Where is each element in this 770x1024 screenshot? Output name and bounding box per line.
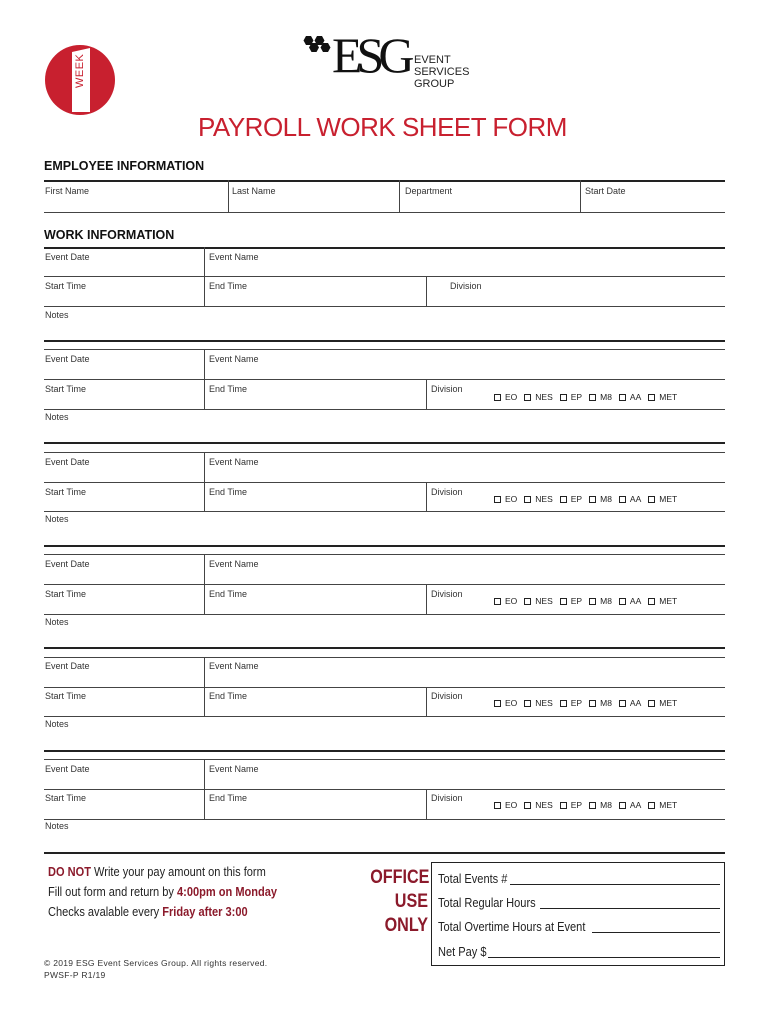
notes-field[interactable]: Notes bbox=[45, 719, 69, 729]
week-badge bbox=[44, 44, 116, 116]
checkbox-nes[interactable]: NES bbox=[524, 800, 552, 810]
checkbox-met[interactable]: MET bbox=[648, 698, 677, 708]
use-word: USE bbox=[394, 891, 428, 912]
checkbox-met[interactable]: MET bbox=[648, 494, 677, 504]
last-name-field[interactable]: Last Name bbox=[232, 186, 276, 196]
division-checkboxes bbox=[494, 392, 684, 402]
only-word: ONLY bbox=[384, 915, 428, 936]
overtime-hours-field[interactable]: Total Overtime Hours at Event bbox=[438, 919, 586, 934]
event-name-field[interactable]: Event Name bbox=[209, 252, 259, 262]
division-field[interactable]: Division bbox=[431, 487, 463, 497]
start-time-field[interactable]: Start Time bbox=[45, 281, 87, 291]
hex-cluster-icon bbox=[300, 34, 336, 54]
end-time-field[interactable]: End Time bbox=[209, 487, 248, 497]
division-field[interactable]: Division bbox=[431, 384, 463, 394]
checkbox-aa[interactable]: AA bbox=[619, 596, 641, 606]
checkbox-aa[interactable]: AA bbox=[619, 698, 641, 708]
event-name-field[interactable]: Event Name bbox=[209, 457, 259, 467]
checkbox-eo[interactable]: EO bbox=[494, 392, 517, 402]
checkbox-aa[interactable]: AA bbox=[619, 800, 641, 810]
division-field[interactable]: Division bbox=[431, 589, 463, 599]
event-name-field[interactable]: Event Name bbox=[209, 559, 259, 569]
division-field[interactable]: Division bbox=[431, 793, 463, 803]
week-badge-word: WEEK bbox=[74, 53, 86, 88]
end-time-field[interactable]: End Time bbox=[209, 793, 248, 803]
notes-field[interactable]: Notes bbox=[45, 821, 69, 831]
checkbox-ep[interactable]: EP bbox=[560, 494, 582, 504]
event-name-field[interactable]: Event Name bbox=[209, 354, 259, 364]
division-checkboxes bbox=[494, 494, 684, 504]
start-time-field[interactable]: Start Time bbox=[45, 589, 87, 599]
checkbox-met[interactable]: MET bbox=[648, 596, 677, 606]
event-date-field[interactable]: Event Date bbox=[45, 661, 90, 671]
checkbox-m8[interactable]: M8 bbox=[589, 494, 612, 504]
checkbox-nes[interactable]: NES bbox=[524, 392, 552, 402]
logo-line-3: GROUP bbox=[414, 78, 455, 90]
page-title: PAYROLL WORK SHEET FORM bbox=[198, 112, 567, 142]
event-date-field[interactable]: Event Date bbox=[45, 252, 90, 262]
checkbox-ep[interactable]: EP bbox=[560, 392, 582, 402]
net-pay-field[interactable]: Net Pay $ bbox=[438, 944, 487, 959]
checkbox-eo[interactable]: EO bbox=[494, 698, 517, 708]
first-name-field[interactable]: First Name bbox=[45, 186, 90, 196]
checkbox-nes[interactable]: NES bbox=[524, 494, 552, 504]
regular-hours-field[interactable]: Total Regular Hours bbox=[438, 895, 536, 910]
checkbox-m8[interactable]: M8 bbox=[589, 698, 612, 708]
event-name-field[interactable]: Event Name bbox=[209, 764, 259, 774]
logo-mark: ESG bbox=[332, 27, 409, 83]
checkbox-ep[interactable]: EP bbox=[560, 800, 582, 810]
checkbox-eo[interactable]: EO bbox=[494, 596, 517, 606]
checkbox-met[interactable]: MET bbox=[648, 392, 677, 402]
department-field[interactable]: Department bbox=[405, 186, 453, 196]
instruction-line-2 bbox=[48, 884, 277, 899]
division-checkboxes bbox=[494, 596, 684, 606]
event-date-field[interactable]: Event Date bbox=[45, 457, 90, 467]
division-field[interactable]: Division bbox=[431, 691, 463, 701]
office-word: OFFICE bbox=[370, 867, 430, 888]
checkbox-eo[interactable]: EO bbox=[494, 800, 517, 810]
do-not-text: DO NOT bbox=[48, 864, 91, 879]
checkbox-nes[interactable]: NES bbox=[524, 596, 552, 606]
office-use-label bbox=[360, 866, 428, 938]
instruction-2-text: Fill out form and return by bbox=[48, 884, 174, 899]
instruction-line-1 bbox=[48, 864, 266, 879]
instruction-3-text: Checks avalable every bbox=[48, 904, 160, 919]
checkbox-m8[interactable]: M8 bbox=[589, 392, 612, 402]
notes-field[interactable]: Notes bbox=[45, 617, 69, 627]
division-checkboxes bbox=[494, 698, 684, 708]
check-day-text: Friday after 3:00 bbox=[162, 904, 248, 919]
logo-line-1: EVENT bbox=[414, 54, 451, 66]
checkbox-aa[interactable]: AA bbox=[619, 494, 641, 504]
checkbox-ep[interactable]: EP bbox=[560, 698, 582, 708]
checkbox-aa[interactable]: AA bbox=[619, 392, 641, 402]
end-time-field[interactable]: End Time bbox=[209, 691, 248, 701]
start-time-field[interactable]: Start Time bbox=[45, 793, 87, 803]
notes-field[interactable]: Notes bbox=[45, 514, 69, 524]
event-date-field[interactable]: Event Date bbox=[45, 764, 90, 774]
start-time-field[interactable]: Start Time bbox=[45, 487, 87, 497]
checkbox-ep[interactable]: EP bbox=[560, 596, 582, 606]
work-section-heading: WORK INFORMATION bbox=[44, 228, 175, 242]
checkbox-nes[interactable]: NES bbox=[524, 698, 552, 708]
division-checkboxes bbox=[494, 800, 684, 810]
esg-logo bbox=[300, 27, 480, 96]
logo-text bbox=[414, 54, 469, 90]
logo-line-2: SERVICES bbox=[414, 66, 470, 78]
end-time-field[interactable]: End Time bbox=[209, 589, 248, 599]
division-field[interactable]: Division bbox=[450, 281, 482, 291]
checkbox-m8[interactable]: M8 bbox=[589, 596, 612, 606]
employee-section-heading: EMPLOYEE INFORMATION bbox=[44, 159, 205, 173]
start-time-field[interactable]: Start Time bbox=[45, 691, 87, 701]
instruction-1-text: Write your pay amount on this form bbox=[94, 864, 266, 879]
copyright: © 2019 ESG Event Services Group. All rights reserved. bbox=[44, 958, 268, 968]
checkbox-eo[interactable]: EO bbox=[494, 494, 517, 504]
start-time-field[interactable]: Start Time bbox=[45, 384, 87, 394]
total-events-field[interactable]: Total Events # bbox=[438, 871, 508, 886]
form-code: PWSF-P R1/19 bbox=[44, 970, 106, 980]
event-name-field[interactable]: Event Name bbox=[209, 661, 259, 671]
event-date-field[interactable]: Event Date bbox=[45, 559, 90, 569]
checkbox-met[interactable]: MET bbox=[648, 800, 677, 810]
event-date-field[interactable]: Event Date bbox=[45, 354, 90, 364]
end-time-field[interactable]: End Time bbox=[209, 281, 248, 291]
deadline-text: 4:00pm on Monday bbox=[176, 884, 278, 899]
start-date-field[interactable]: Start Date bbox=[585, 186, 626, 196]
notes-field[interactable]: Notes bbox=[45, 310, 69, 320]
notes-field[interactable]: Notes bbox=[45, 412, 69, 422]
checkbox-m8[interactable]: M8 bbox=[589, 800, 612, 810]
end-time-field[interactable]: End Time bbox=[209, 384, 248, 394]
instruction-line-3 bbox=[48, 904, 248, 919]
